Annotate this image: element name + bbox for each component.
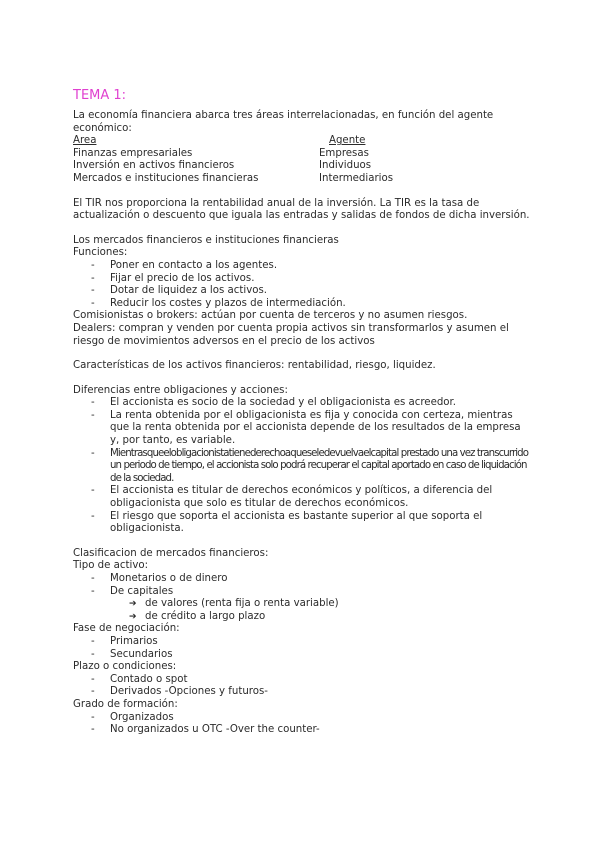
list-item: - Monetarios o de dinero — [73, 573, 533, 586]
area-cell: Finanzas empresariales — [73, 147, 193, 159]
list-item: - Reducir los costes y plazos de intermediación. — [73, 298, 533, 311]
areas-table-row — [73, 160, 533, 173]
list-item: ➔ de crédito a largo plazo — [73, 611, 533, 624]
tipo-label: Tipo de activo: — [73, 560, 149, 572]
areas-table-header — [73, 135, 533, 148]
areas-table-row — [73, 173, 533, 186]
dealers-paragraph: Dealers: compran y venden por cuenta propia activos sin transformarlos y asumen el riesgo de movimientos adversos en el precio de los activos — [73, 322, 509, 347]
capitales-sublist — [73, 598, 533, 623]
list-item: - Primarios — [73, 636, 533, 649]
funciones-label: Funciones: — [73, 247, 128, 259]
list-item: - Poner en contacto a los agentes. — [73, 260, 533, 273]
list-item: - Mientrasqueelobligacionistatienederechoaqueseledevuelvaelcapital prestado una vez transcurrido un periodo de tiempo, el accionista solo podrá recuperar el capital aportado en caso de liquidación de la sociedad. — [73, 448, 533, 486]
list-item: - El accionista es socio de la sociedad y el obligacionista es acreedor. — [73, 397, 533, 410]
document-page — [73, 88, 533, 737]
agente-cell: Empresas — [319, 147, 369, 159]
list-item: - Secundarios — [73, 649, 533, 662]
agente-header: Agente — [329, 135, 366, 147]
list-item: ➔ de valores (renta fija o renta variable) — [73, 598, 533, 611]
list-item: - Dotar de liquidez a los activos. — [73, 285, 533, 298]
list-item: - El accionista es titular de derechos económicos y políticos, a diferencia del obligacionista que solo es titular de derechos económicos. — [73, 485, 533, 510]
diferencias-list — [73, 397, 533, 536]
fase-label: Fase de negociación: — [73, 623, 180, 635]
diferencias-heading: Diferencias entre obligaciones y acciones: — [73, 384, 288, 396]
list-item: - Contado o spot — [73, 674, 533, 687]
areas-table-row — [73, 148, 533, 161]
area-cell: Inversión en activos financieros — [73, 160, 235, 172]
fase-list — [73, 636, 533, 661]
agente-cell: Intermediarios — [319, 172, 394, 184]
intro-paragraph: La economía financiera abarca tres áreas interrelacionadas, en función del agente económico: — [73, 110, 494, 134]
list-item: - Fijar el precio de los activos. — [73, 273, 533, 286]
comisionistas-paragraph: Comisionistas o brokers: actúan por cuenta de terceros y no asumen riesgos. — [73, 310, 468, 322]
caracteristicas-paragraph: Características de los activos financieros: rentabilidad, riesgo, liquidez. — [73, 360, 436, 372]
mercados-heading: Los mercados financieros e instituciones financieras — [73, 234, 339, 246]
list-item: - La renta obtenida por el obligacionista es fija y conocida con certeza, mientras que la renta obtenida por el accionista depende de los resultados de la empresa y, por tanto, es variable. — [73, 410, 533, 448]
clasificacion-heading: Clasificacion de mercados financieros: — [73, 547, 269, 559]
tipo-list — [73, 573, 533, 598]
plazo-list — [73, 674, 533, 699]
areas-table — [73, 135, 533, 185]
grado-label: Grado de formación: — [73, 698, 178, 710]
agente-cell: Individuos — [319, 160, 372, 172]
list-item: - Derivados -Opciones y futuros- — [73, 686, 533, 699]
page-title: TEMA 1: — [73, 88, 127, 103]
list-item: - No organizados u OTC -Over the counter- — [73, 724, 533, 737]
area-cell: Mercados e instituciones financieras — [73, 172, 259, 184]
list-item: - Organizados — [73, 712, 533, 725]
grado-list — [73, 712, 533, 737]
list-item: - El riesgo que soporta el accionista es bastante superior al que soporta el obligacionista. — [73, 511, 533, 536]
list-item: - De capitales — [73, 586, 533, 599]
funciones-list — [73, 260, 533, 310]
area-header: Area — [73, 135, 97, 147]
tir-paragraph: El TIR nos proporciona la rentabilidad anual de la inversión. La TIR es la tasa de actualización o descuento que iguala las entradas y salidas de fondos de dicha inversión. — [73, 197, 530, 222]
plazo-label: Plazo o condiciones: — [73, 661, 177, 673]
